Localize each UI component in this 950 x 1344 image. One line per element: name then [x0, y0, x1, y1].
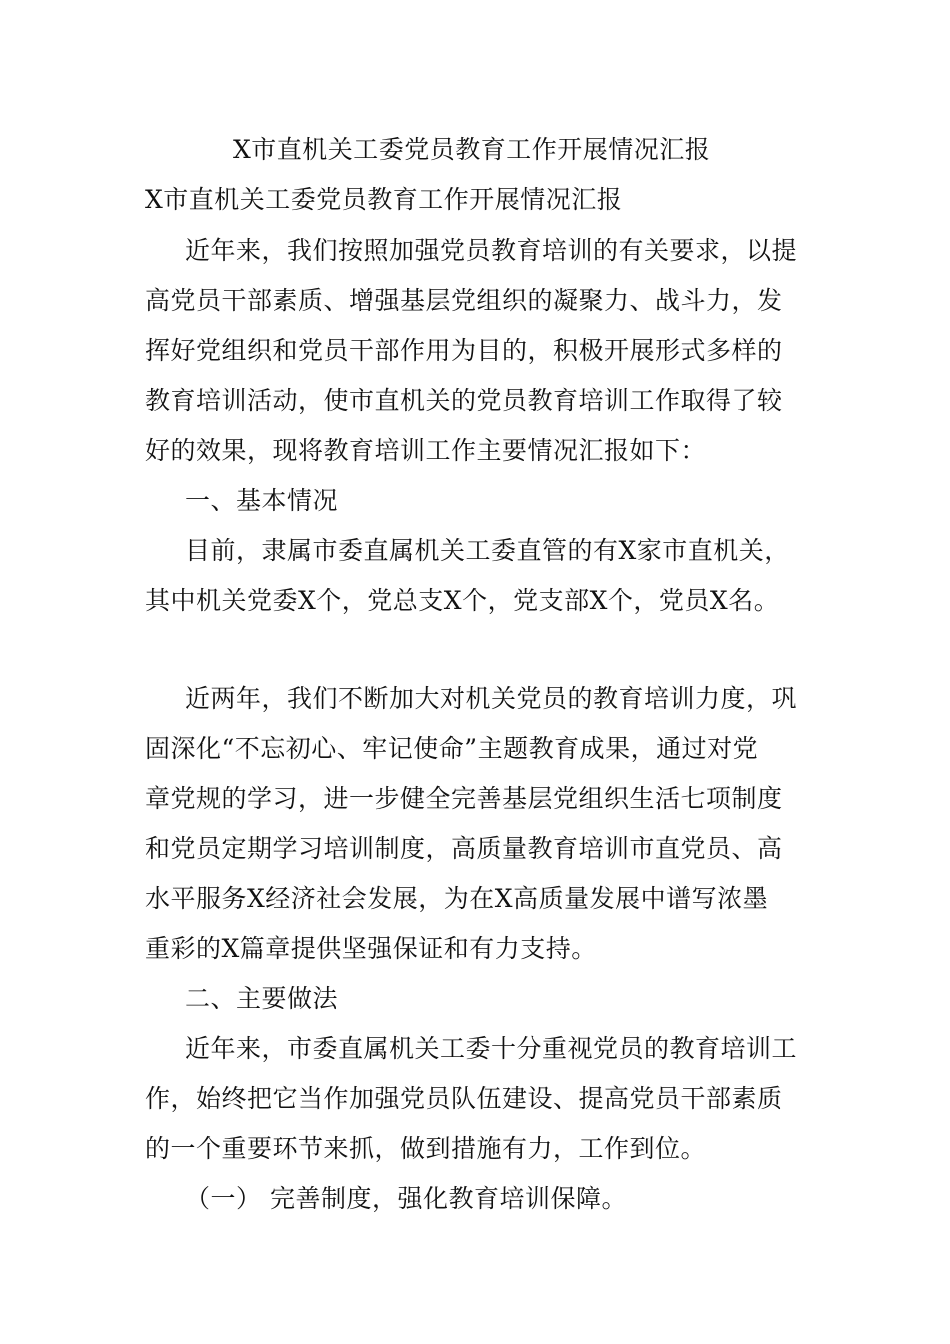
- section-heading-basic: 一、基本情况: [185, 486, 339, 515]
- paragraph-practices-line-3: 的一个重要环节来抓，做到措施有力，工作到位。: [145, 1134, 707, 1163]
- paragraph-recent-line-3: 章党规的学习，进一步健全完善基层党组织生活七项制度: [145, 784, 783, 813]
- document-title: X市直机关工委党员教育工作开展情况汇报: [233, 135, 711, 164]
- paragraph-intro-line-4: 教育培训活动，使市直机关的党员教育培训工作取得了较: [145, 386, 783, 415]
- paragraph-basic-line-2: 其中机关党委X个，党总支X个，党支部X个，党员X名。: [145, 586, 780, 615]
- paragraph-recent-line-6: 重彩的X篇章提供坚强保证和有力支持。: [145, 934, 597, 963]
- paragraph-recent-line-5: 水平服务X经济社会发展，为在X高质量发展中谱写浓墨: [145, 884, 769, 913]
- paragraph-basic-line-1: 目前，隶属市委直属机关工委直管的有X家市直机关，: [185, 536, 790, 565]
- paragraph-intro-line-1: 近年来，我们按照加强党员教育培训的有关要求，以提: [185, 236, 798, 265]
- paragraph-recent-line-4: 和党员定期学习培训制度，高质量教育培训市直党员、高: [145, 834, 783, 863]
- paragraph-recent-line-1: 近两年，我们不断加大对机关党员的教育培训力度，巩: [185, 684, 798, 713]
- paragraph-intro-line-5: 好的效果，现将教育培训工作主要情况汇报如下：: [145, 436, 707, 465]
- paragraph-intro-line-2: 高党员干部素质、增强基层党组织的凝聚力、战斗力，发: [145, 286, 783, 315]
- paragraph-practices-line-2: 作，始终把它当作加强党员队伍建设、提高党员干部素质: [145, 1084, 783, 1113]
- paragraph-recent-line-2: 固深化“不忘初心、牢记使命”主题教育成果，通过对党: [145, 734, 759, 763]
- paragraph-intro-line-3: 挥好党组织和党员干部作用为目的，积极开展形式多样的: [145, 336, 783, 365]
- section-heading-practices: 二、主要做法: [185, 984, 339, 1013]
- subsection-heading-1: （一） 完善制度，强化教育培训保障。: [185, 1184, 627, 1213]
- paragraph-practices-line-1: 近年来，市委直属机关工委十分重视党员的教育培训工: [185, 1034, 798, 1063]
- document-subtitle: X市直机关工委党员教育工作开展情况汇报: [145, 185, 623, 214]
